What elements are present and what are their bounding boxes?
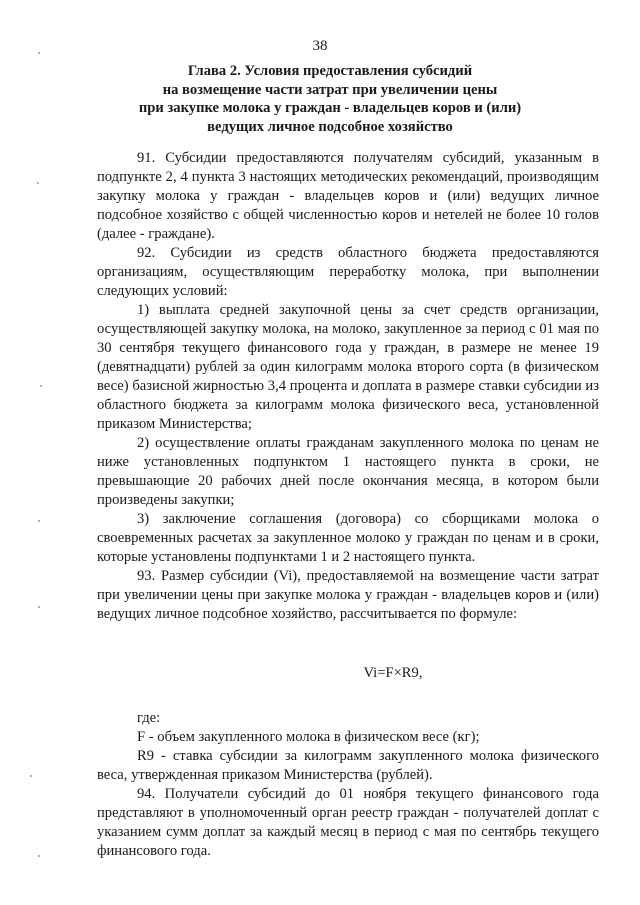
- paragraph-92-item-2: 2) осуществление оплаты гражданам закупленного молока по ценам не ниже установленных подпунктом 1 настоящего пункта в сроки, не превышающие 20 рабочих дней после окончания месяца, в котором были произведены закупки;: [97, 435, 599, 508]
- scan-speck: [37, 182, 39, 184]
- paragraph-94: 94. Получатели субсидий до 01 ноября текущего финансового года представляют в уполномоченный орган реестр граждан - получателей доплат с указанием сумм доплат за каждый месяц в период с мая по сентябрь текущего финансового года.: [97, 786, 599, 859]
- scan-speck: [38, 855, 40, 857]
- document-body: [97, 149, 599, 861]
- page-number: 38: [312, 38, 328, 54]
- paragraph-93: 93. Размер субсидии (Vi), предоставляемой на возмещение части затрат при увеличении цены при закупке молока у граждан - владельцев коров и (или) ведущих личное подсобное хозяйство, рассчитывается по формуле:: [97, 568, 599, 622]
- chapter-title-line: на возмещение части затрат при увеличении цены: [162, 81, 498, 98]
- chapter-title-line: при закупке молока у граждан - владельцев коров и (или): [138, 100, 522, 116]
- paragraph-92-item-3: 3) заключение соглашения (договора) со сборщиками молока о своевременных расчетах за закупленное молоко у граждан по ценам и в сроки, которые установлены подпунктами 1 и 2 настоящего пункта.: [97, 511, 599, 565]
- paragraph-92-item-1: 1) выплата средней закупочной цены за счет средств организации, осуществляющей закупку молока, на молоко, закупленное за период с 01 мая по 30 сентября текущего финансового года у граждан, в размере не менее 19 (девятнадцати) рублей за один килограмм молока второго сорта (в физическом весе) базисной жирностью 3,4 процента и доплата в размере ставки субсидии из областного бюджета за килограмм молока физического веса, установленной приказом Министерства;: [97, 302, 599, 432]
- chapter-title-line: ведущих личное подсобное хозяйство: [207, 118, 453, 135]
- paragraph-91: 91. Субсидии предоставляются получателям субсидий, указанным в подпункте 2, 4 пункта 3 настоящих методических рекомендаций, производящим закупку молока у граждан - владельцев коров и (или) ведущих личное подсобное хозяйство с общей численностью коров и нетелей не более 10 голов (далее - граждане).: [97, 150, 599, 242]
- chapter-title: [80, 62, 580, 136]
- formula: Vi=F×R9,: [363, 665, 423, 681]
- scan-speck: [40, 385, 42, 387]
- scan-speck: [38, 52, 40, 54]
- scan-speck: [38, 520, 40, 522]
- paragraph-92: 92. Субсидии из средств областного бюджета предоставляются организациям, осуществляющим переработку молока, при выполнении следующих условий:: [97, 245, 599, 299]
- where-label: где:: [137, 710, 161, 726]
- definition-r9: R9 - ставка субсидии за килограмм закупленного молока физического веса, утвержденная приказом Министерства (рублей).: [97, 748, 599, 783]
- definition-f: F - объем закупленного молока в физическом весе (кг);: [137, 729, 480, 745]
- chapter-title-line: Глава 2. Условия предоставления субсидий: [187, 63, 473, 79]
- scan-speck: [30, 775, 32, 777]
- scan-speck: [38, 606, 40, 608]
